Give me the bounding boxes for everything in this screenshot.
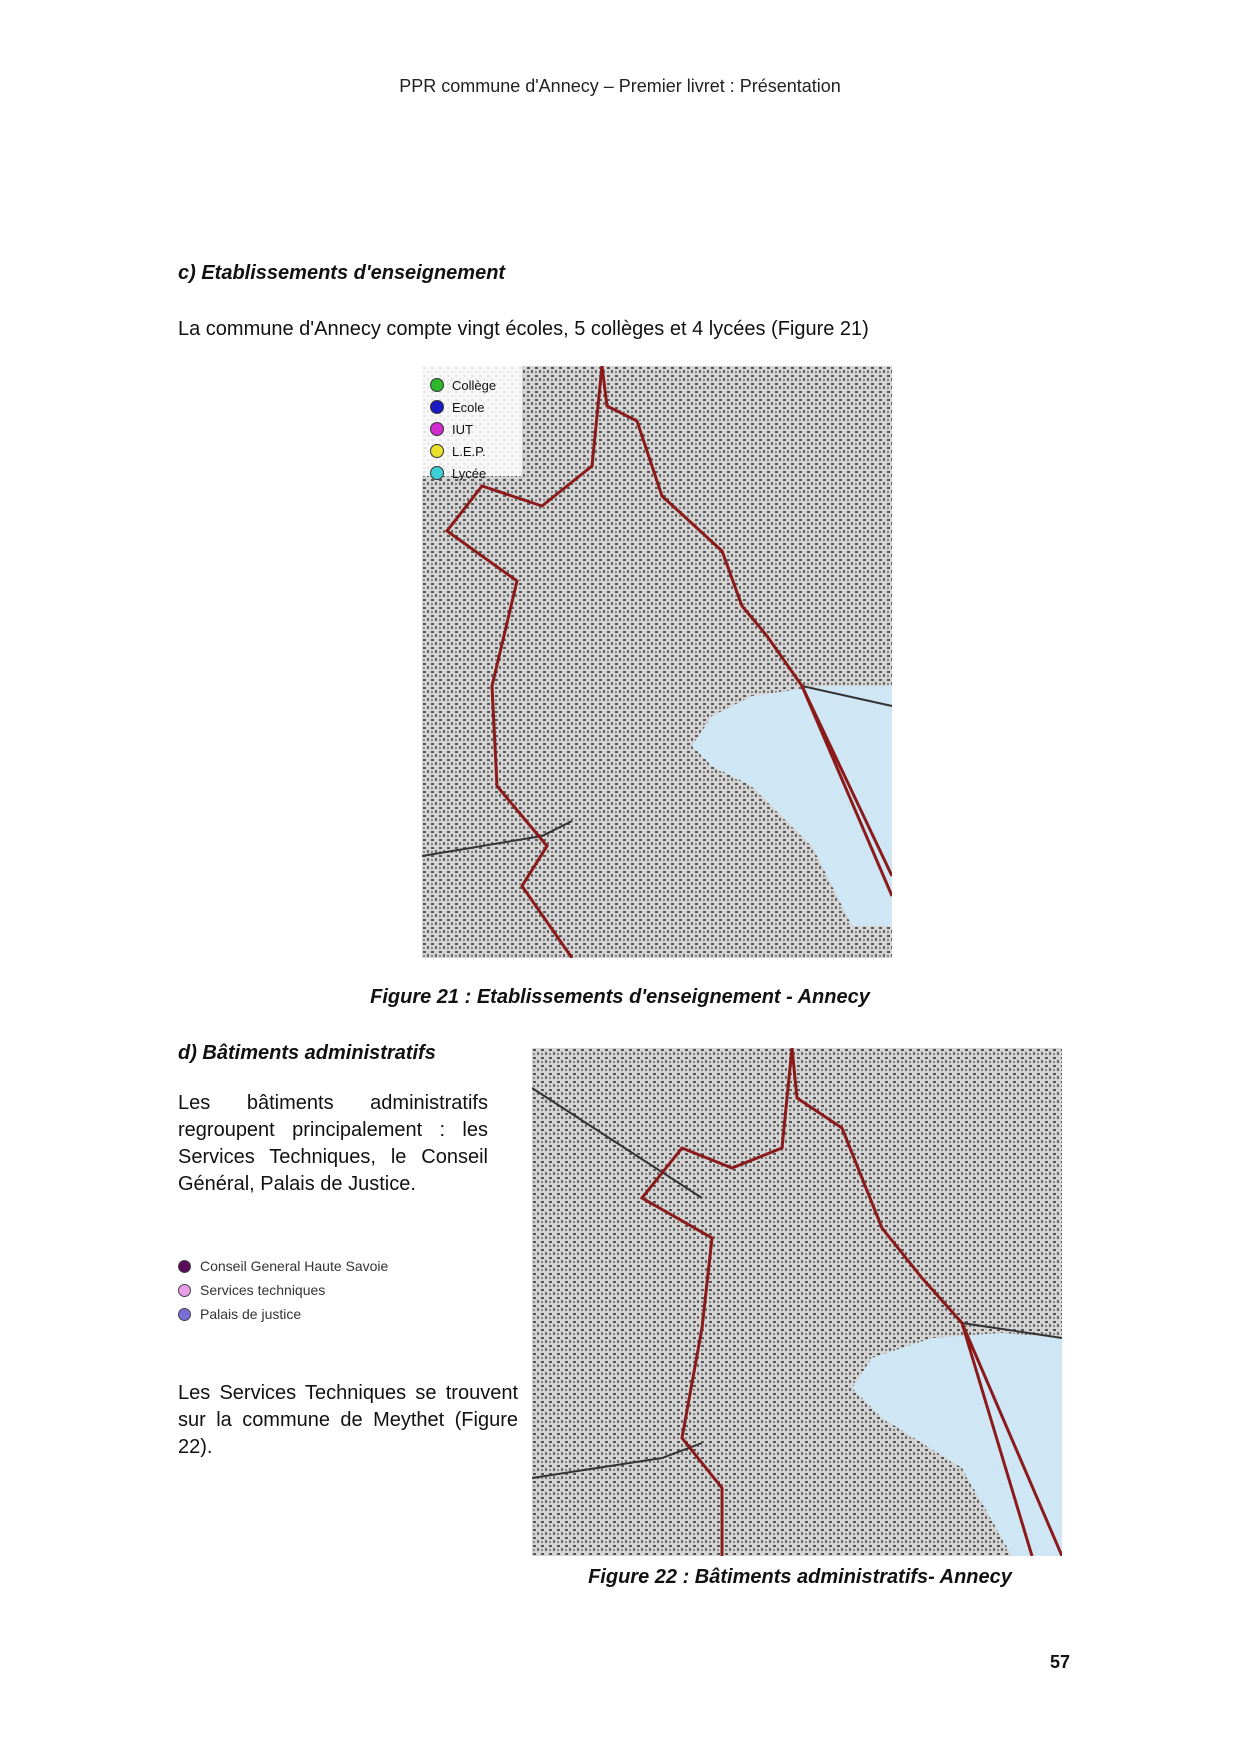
legend-lep-swatch — [430, 444, 444, 458]
legend-item-services-techniques — [178, 1278, 388, 1302]
map-figure-22-svg — [532, 1048, 1062, 1556]
legend-item-ecole — [430, 396, 496, 418]
legend-label: Lycée — [452, 465, 487, 481]
legend-figure-22 — [178, 1254, 388, 1326]
legend-label: Collège — [452, 377, 497, 393]
legend-iut-swatch — [430, 422, 444, 436]
section-d-para2: Les Services Techniques se trouvent sur la commune de Meythet (Figure 22). — [178, 1382, 518, 1458]
legend-palais-justice-swatch — [178, 1308, 191, 1321]
section-d-para1: Les bâtiments administratifs regroupent principalement : les Services Techniques, le Conseil Général, Palais de Justice. — [178, 1092, 488, 1195]
legend-label: Services techniques — [200, 1282, 326, 1298]
section-c-title: c) Etablissements d'enseignement — [178, 262, 506, 284]
legend-item-palais-justice — [178, 1302, 388, 1326]
legend-figure-21 — [430, 374, 496, 484]
map-figure-21 — [422, 366, 892, 958]
legend-label: Conseil General Haute Savoie — [200, 1258, 389, 1274]
legend-item-iut — [430, 418, 496, 440]
figure-22-caption: Figure 22 : Bâtiments administratifs- Annecy — [588, 1566, 1012, 1588]
legend-services-techniques-swatch — [178, 1284, 191, 1297]
legend-item-college — [430, 374, 496, 396]
legend-item-lep — [430, 440, 496, 462]
legend-item-lycee — [430, 462, 496, 484]
legend-ecole-swatch — [430, 400, 444, 414]
legend-college-swatch — [430, 378, 444, 392]
legend-label: L.E.P. — [452, 443, 486, 459]
legend-label: IUT — [452, 421, 473, 437]
section-d-title: d) Bâtiments administratifs — [178, 1042, 436, 1064]
legend-conseil-general-swatch — [178, 1260, 191, 1273]
figure-21-caption: Figure 21 : Etablissements d'enseignement - Annecy — [370, 986, 870, 1008]
legend-item-conseil-general — [178, 1254, 388, 1278]
map-figure-22 — [532, 1048, 1062, 1556]
legend-label: Palais de justice — [200, 1306, 302, 1322]
section-c-intro: La commune d'Annecy compte vingt écoles, 5 collèges et 4 lycées (Figure 21) — [178, 318, 869, 340]
page-number: 57 — [1049, 1652, 1070, 1672]
legend-label: Ecole — [452, 399, 485, 415]
page-header: PPR commune d'Annecy – Premier livret : Présentation — [399, 76, 841, 96]
legend-lycee-swatch — [430, 466, 444, 480]
